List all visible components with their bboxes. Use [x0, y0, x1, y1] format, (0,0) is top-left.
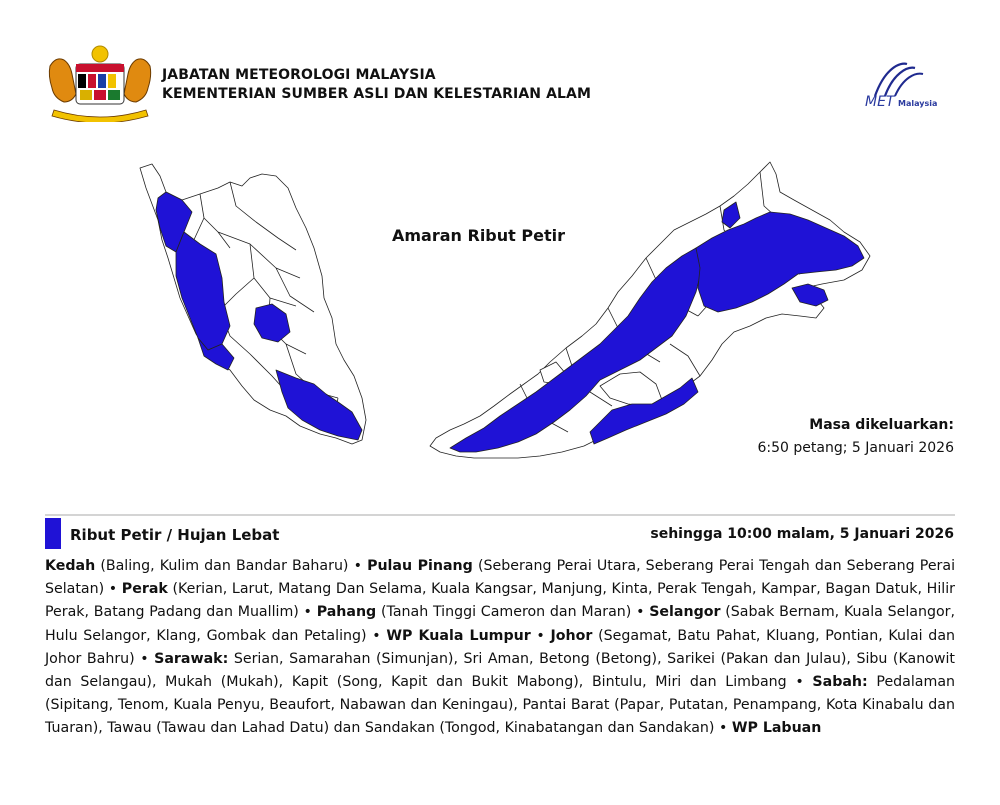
met-logo-subtext: Malaysia: [898, 99, 938, 108]
area-state: Kedah: [45, 558, 96, 574]
area-districts: Serian, Samarahan (Simunjan), Sri Aman, Betong (Betong), Sarikei (Pakan dan Julau), Sibu (Kanowit dan Selangau), Mukah (Mukah), Kapit (Song, Kapit dan Bukit Mabong), Bintulu, Miri dan Limbang: [45, 650, 955, 691]
section-valid-until: sehingga 10:00 malam, 5 Januari 2026: [650, 526, 954, 542]
peninsular-malaysia: [140, 164, 366, 444]
area-districts: (Kerian, Larut, Matang Dan Selama, Kuala Kangsar, Manjung, Kinta, Perak Tengah, Kampar, Bagan Datuk, Hilir Perak, Batang Padang dan Muallim): [45, 581, 955, 621]
met-logo-text: MET: [865, 94, 895, 110]
issued-time: 6:50 petang; 5 Januari 2026: [757, 440, 954, 456]
issued-label: Masa dikeluarkan:: [809, 417, 954, 433]
area-state: Selangor: [649, 604, 721, 621]
page-header: [0, 0, 1000, 130]
agency-name: [162, 66, 591, 104]
section-title: Ribut Petir / Hujan Lebat: [70, 526, 280, 544]
area-state: WP Labuan: [731, 720, 822, 737]
area-districts: (Tanah Tinggi Cameron dan Maran): [380, 604, 632, 621]
area-districts: (Sabak Bernam, Kuala Selangor, Hulu Selangor, Klang, Gombak dan Petaling): [45, 604, 955, 644]
section-marker: [45, 518, 61, 549]
section-divider: [45, 514, 955, 516]
area-state: Sarawak:: [154, 650, 229, 667]
area-state: Pahang: [316, 604, 377, 621]
area-districts: (Baling, Kulim dan Bandar Baharu): [100, 558, 349, 574]
issued-time-block: [758, 414, 955, 460]
area-state: Johor: [550, 627, 593, 644]
map-title: Amaran Ribut Petir: [392, 226, 565, 245]
area-state: Sabah:: [812, 674, 868, 691]
area-state: Perak: [121, 581, 168, 598]
met-malaysia-logo: [845, 58, 960, 113]
malaysia-coat-of-arms-icon: [44, 44, 156, 122]
area-districts: (Seberang Perai Utara, Seberang Perai Tengah dan Seberang Perai Selatan): [45, 558, 956, 598]
area-districts: Pedalaman (Sipitang, Tenom, Kuala Penyu, Beaufort, Nabawan dan Keningau), Pantai Barat (Papar, Putatan, Penampang, Kota Kinabalu dan Tuaran), Tawau (Tawau dan Lahad Datu) dan Sandakan (Tongod, Kinabatangan dan Sandakan): [45, 674, 956, 737]
affected-areas-text: Kedah (Baling, Kulim dan Bandar Baharu) • Pulau Pinang (Seberang Perai Utara, Seberang Perai Tengah dan Seberang Perai Selatan) • Perak (Kerian, Larut, Matang Dan Selama, Kuala Kangsar, Manjung, Kinta, Perak Tengah, Kampar, Bagan Datuk, Hilir Perak, Batang Padang dan Muallim) • Pahang (Tanah Tinggi Cameron dan Maran) • Selangor (Sabak Bernam, Kuala Selangor, Hulu Selangor, Klang, Gombak dan Petaling) • WP Kuala Lumpur • Johor (Segamat, Batu Pahat, Kluang, Pontian, Kulai dan Johor Bahru) • Sarawak: Serian, Samarahan (Simunjan), Sri Aman, Betong (Betong), Sarikei (Pakan dan Julau), Sibu (Kanowit dan Selangau), Mukah (Mukah), Kapit (Song, Kapit dan Bukit Mabong), Bintulu, Miri dan Limbang • Sabah: Pedalaman (Sipitang, Tenom, Kuala Penyu, Beaufort, Nabawan dan Keningau), Pantai Barat (Papar, Putatan, Penampang, Kota Kinabalu dan Tuaran), Tawau (Tawau dan Lahad Datu) dan Sandakan (Tongod, Kinabatangan dan Sandakan) • WP Labuan: [45, 558, 956, 737]
area-state: WP Kuala Lumpur: [386, 627, 531, 644]
area-districts: (Segamat, Batu Pahat, Kluang, Pontian, Kulai dan Johor Bahru): [45, 627, 956, 667]
agency-name-line1: JABATAN METEOROLOGI MALAYSIA: [162, 67, 436, 83]
area-state: Pulau Pinang: [367, 558, 473, 574]
agency-name-line2: KEMENTERIAN SUMBER ASLI DAN KELESTARIAN ALAM: [162, 86, 592, 102]
